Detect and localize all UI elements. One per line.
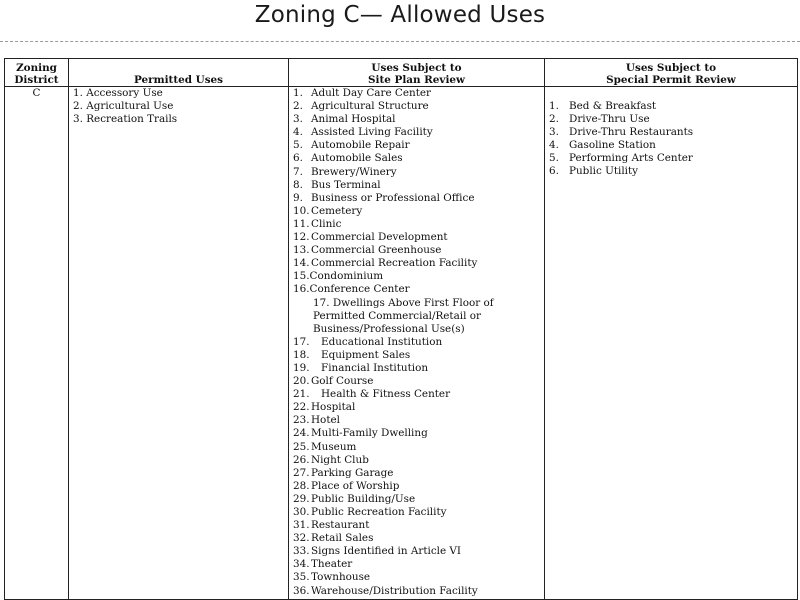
list-item: 6. Public Utility [549,165,639,178]
list-item: 20.Golf Course [293,375,374,388]
list-item: 26.Night Club [293,453,369,466]
site-plan-list [293,87,540,598]
list-item: 3. Animal Hospital [293,113,396,126]
list-item: 33.Signs Identified in Article VI [293,545,462,558]
zoning-table [4,58,798,600]
list-item: 22.Hospital [293,401,356,414]
list-item: 13.Commercial Greenhouse [293,244,442,257]
list-item: 27.Parking Garage [293,466,394,479]
list-item: 36.Warehouse/Distribution Facility [293,584,478,597]
list-item: 24.Multi-Family Dwelling [293,427,428,440]
list-item: 34.Theater [293,558,353,571]
list-item: 23.Hotel [293,414,340,427]
list-item: 32.Retail Sales [293,532,374,545]
header-row [5,59,798,87]
list-item: 1. Accessory Use [73,87,163,99]
table-row [5,87,798,600]
special-permit-cell [545,87,798,600]
list-item: 15.Condominium [293,270,384,283]
list-item: 29.Public Building/Use [293,492,416,505]
list-item: 10.Cemetery [293,204,363,217]
list-item: Business/Professional Use(s) [313,322,465,335]
list-item: 28.Place of Worship [293,479,400,492]
permitted-uses-list [73,87,284,126]
list-item: 18. Equipment Sales [293,348,411,361]
header-zoning-district: Zoning District [5,59,69,87]
list-item: 2. Agricultural Structure [293,100,429,113]
list-item: 25.Museum [293,440,357,453]
list-item: 9. Business or Professional Office [293,191,475,204]
list-item: 30.Public Recreation Facility [293,506,447,518]
district-cell: C [5,87,69,600]
header-site-plan-review: Uses Subject to Site Plan Review [289,59,545,87]
list-item: 2. Agricultural Use [73,100,174,113]
permitted-uses-cell [69,87,289,600]
list-item: 17. Dwellings Above First Floor of [313,296,494,309]
title-divider [0,41,800,42]
list-item: 6. Automobile Sales [293,152,403,165]
list-item: 4. Assisted Living Facility [293,126,433,139]
list-item: 17. Educational Institution [293,335,443,348]
list-item: Permitted Commercial/Retail or [313,309,481,322]
list-item: 5. Automobile Repair [293,139,410,152]
list-item: 19. Financial Institution [293,361,429,374]
list-item: 8. Bus Terminal [293,178,381,191]
list-item: 7. Brewery/Winery [293,165,397,178]
list-item: 11.Clinic [293,217,342,230]
list-item: 12.Commercial Development [293,231,448,244]
list-item: 1. Bed & Breakfast [549,100,657,112]
special-permit-list [549,100,793,179]
list-item: 31.Restaurant [293,519,370,532]
site-plan-cell [289,87,545,600]
list-item: 3. Recreation Trails [73,113,178,126]
list-item: 21. Health & Fitness Center [293,388,451,401]
list-item: 5. Performing Arts Center [549,152,693,165]
page-title: Zoning C— Allowed Uses [254,2,546,28]
list-item: 3. Drive-Thru Restaurants [549,126,694,139]
header-permitted-uses: Permitted Uses [69,59,289,87]
list-item: 16.Conference Center [293,283,410,296]
list-item: 1. Adult Day Care Center [293,87,431,99]
list-item: 4. Gasoline Station [549,139,656,152]
list-item: 2. Drive-Thru Use [549,113,650,126]
list-item: 14.Commercial Recreation Facility [293,257,478,270]
header-special-permit-review: Uses Subject to Special Permit Review [545,59,798,87]
list-item: 35.Townhouse [293,571,371,584]
